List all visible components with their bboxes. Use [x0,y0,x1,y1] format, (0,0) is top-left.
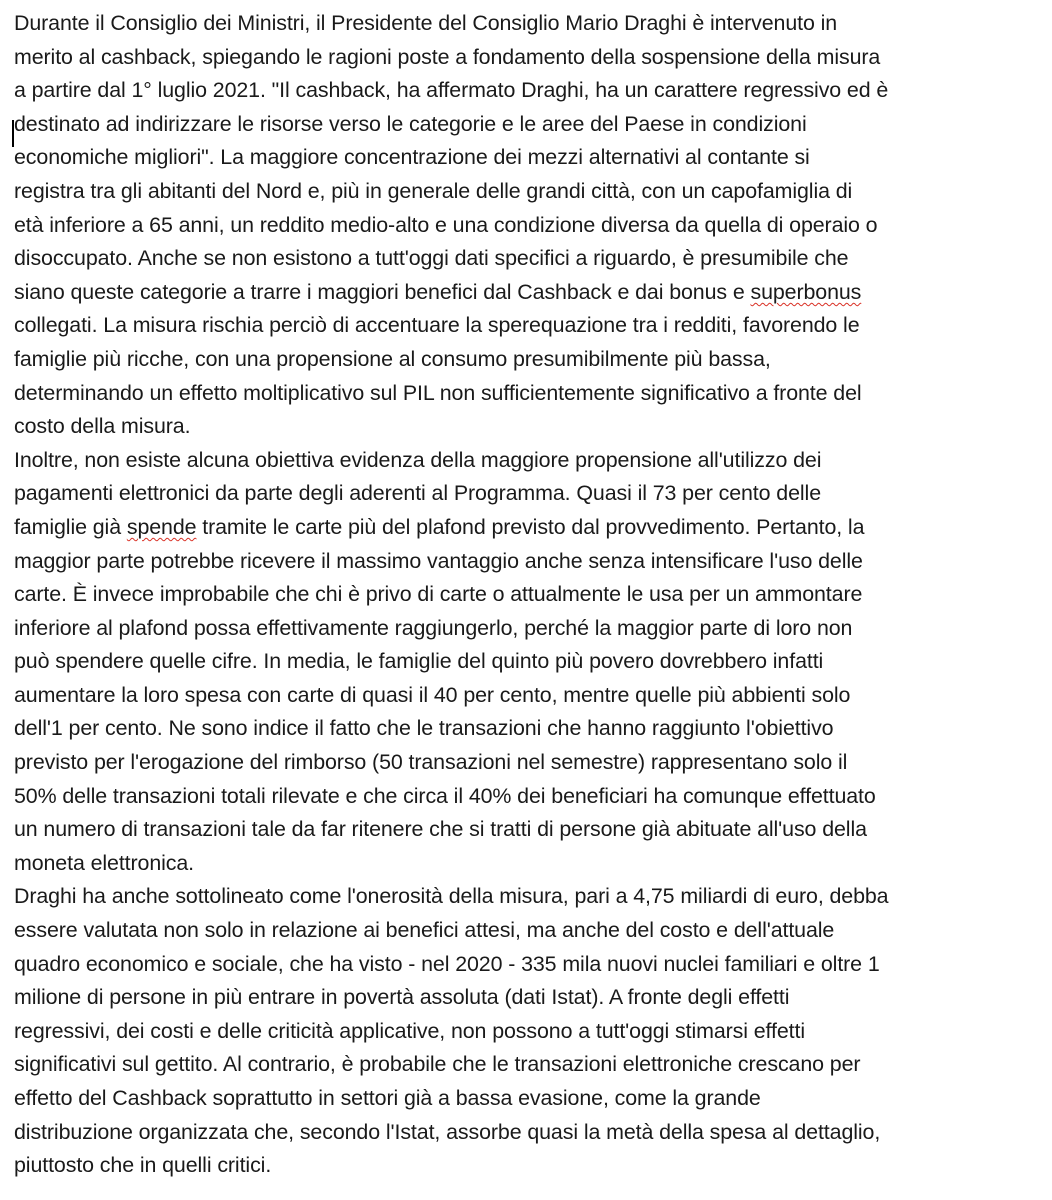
text-line: destinato ad indirizzare le risorse verso le categorie e le aree del Paese in condizioni [14,111,807,136]
text-line: essere valutata non solo in relazione ai benefici attesi, ma anche del costo e dell'attuale [14,918,835,943]
text-line: costo della misura. [14,414,191,439]
document-body[interactable] [14,7,1018,1183]
text-line: distribuzione organizzata che, secondo l'Istat, assorbe quasi la metà della spesa al dettaglio, [14,1119,881,1144]
paragraph-3 [14,880,1018,1182]
text-line: famiglie già spende tramite le carte più del plafond previsto dal provvedimento. Pertanto, la [14,514,865,539]
text-cursor [12,120,14,147]
text-line: previsto per l'erogazione del rimborso (50 transazioni nel semestre) rappresentano solo il [14,750,848,775]
text-line: può spendere quelle cifre. In media, le famiglie del quinto più povero dovrebbero infatti [14,649,824,674]
text-line: moneta elettronica. [14,850,195,875]
text-line: merito al cashback, spiegando le ragioni poste a fondamento della sospensione della misura [14,44,881,69]
text-line: economiche migliori". La maggiore concentrazione dei mezzi alternativi al contante si [14,145,810,170]
text-line: Inoltre, non esiste alcuna obiettiva evidenza della maggiore propensione all'utilizzo dei [14,447,822,472]
spellcheck-flagged-word[interactable]: superbonus [750,279,862,304]
paragraph-2 [14,444,1018,881]
text-line: Durante il Consiglio dei Ministri, il Presidente del Consiglio Mario Draghi è intervenuto in [14,11,838,35]
text-line: disoccupato. Anche se non esistono a tutt'oggi dati specifici a riguardo, è presumibile che [14,246,849,271]
text-line: aumentare la loro spesa con carte di quasi il 40 per cento, mentre quelle più abbienti solo [14,682,851,707]
text-line: effetto del Cashback soprattutto in settori già a bassa evasione, come la grande [14,1086,761,1110]
text-line: 50% delle transazioni totali rilevate e che circa il 40% dei beneficiari ha comunque effettuato [14,783,876,808]
text-line: dell'1 per cento. Ne sono indice il fatto che le transazioni che hanno raggiunto l'obiettivo [14,716,834,741]
text-line: pagamenti elettronici da parte degli aderenti al Programma. Quasi il 73 per cento delle [14,481,821,506]
text-line: un numero di transazioni tale da far ritenere che si tratti di persone già abituate all'uso della [14,817,867,842]
text-line: siano queste categorie a trarre i maggiori benefici dal Cashback e dai bonus e superbonus [14,279,862,304]
text-line: determinando un effetto moltiplicativo sul PIL non sufficientemente significativo a fronte del [14,380,862,405]
text-line: inferiore al plafond possa effettivamente raggiungerlo, perché la maggior parte di loro non [14,615,853,640]
text-line: collegati. La misura rischia perciò di accentuare la sperequazione tra i redditi, favorendo le [14,313,860,338]
text-line: regressivi, dei costi e delle criticità applicative, non possono a tutt'oggi stimarsi effetti [14,1018,805,1043]
text-line: carte. È invece improbabile che chi è privo di carte o attualmente le usa per un ammontare [14,582,863,607]
spellcheck-flagged-word[interactable]: spende [126,514,197,539]
text-line: milione di persone in più entrare in povertà assoluta (dati Istat). A fronte degli effetti [14,985,790,1010]
text-line: a partire dal 1° luglio 2021. "Il cashback, ha affermato Draghi, ha un carattere regressivo ed è [14,78,889,103]
paragraph-1 [14,7,1018,444]
text-line: registra tra gli abitanti del Nord e, più in generale delle grandi città, con un capofamiglia di [14,178,853,203]
text-line: Draghi ha anche sottolineato come l'onerosità della misura, pari a 4,75 miliardi di euro, debba [14,884,889,909]
text-line: famiglie più ricche, con una propensione al consumo presumibilmente più bassa, [14,346,771,371]
text-line: piuttosto che in quelli critici. [14,1153,272,1178]
text-line: significativi sul gettito. Al contrario, è probabile che le transazioni elettroniche crescano per [14,1052,861,1077]
text-line: quadro economico e sociale, che ha visto - nel 2020 - 335 mila nuovi nuclei familiari e oltre 1 [14,951,880,976]
text-line: maggior parte potrebbe ricevere il massimo vantaggio anche senza intensificare l'uso delle [14,548,863,573]
text-line: età inferiore a 65 anni, un reddito medio-alto e una condizione diversa da quella di operaio o [14,212,878,237]
